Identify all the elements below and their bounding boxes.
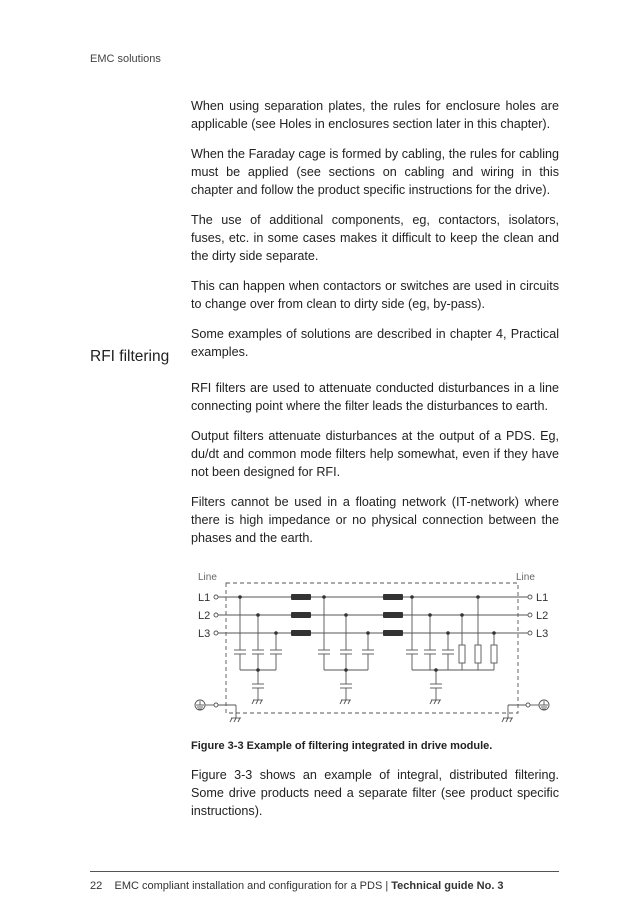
running-header: EMC solutions xyxy=(90,53,161,65)
phase-label-right: L2 xyxy=(536,610,549,622)
terminal-l3-right xyxy=(528,631,532,635)
choke-l2-a xyxy=(291,612,311,618)
filter-circuit-diagram xyxy=(180,566,560,728)
line-label-left: Line xyxy=(198,572,217,583)
document-title: EMC compliant installation and configuration for a PDS xyxy=(114,880,383,892)
terminal-l2-right xyxy=(528,613,532,617)
phase-label-left: L3 xyxy=(198,628,211,640)
line-label-right: Line xyxy=(516,572,535,583)
page-footer xyxy=(90,880,504,892)
choke-l1-b xyxy=(383,594,403,600)
guide-name: Technical guide No. 3 xyxy=(391,880,504,892)
phase-label-right: L1 xyxy=(536,592,549,604)
figure-caption: Figure 3-3 Example of filtering integrated in drive module. xyxy=(191,740,493,752)
paragraph: Filters cannot be used in a floating network (IT-network) where there is high impedance or no physical connection between the phases and the earth. xyxy=(191,495,559,545)
rfi-text-block xyxy=(191,379,559,559)
paragraph: RFI filters are used to attenuate conducted disturbances in a line connecting point where the filter leads the disturbances to earth. xyxy=(191,381,559,413)
phase-label-right: L3 xyxy=(536,628,549,640)
paragraph: Some examples of solutions are described in chapter 4, Practical examples. xyxy=(191,327,559,359)
page-number: 22 xyxy=(90,880,103,892)
paragraph: Output filters attenuate disturbances at the output of a PDS. Eg, du/dt and common mode filters help somewhat, even if they have not been designed for RFI. xyxy=(191,429,559,479)
paragraph: The use of additional components, eg, contactors, isolators, fuses, etc. in some cases makes it difficult to keep the clean and the dirty side separate. xyxy=(191,213,559,263)
paragraph: When the Faraday cage is formed by cabling, the rules for cabling must be applied (see sections on cabling and wiring in this chapter and follow the product specific instructions for the drive). xyxy=(191,147,559,197)
circuit-schematic xyxy=(180,566,560,728)
terminal-l1-left xyxy=(214,595,218,599)
section-heading: RFI filtering xyxy=(90,348,170,365)
choke-l2-b xyxy=(383,612,403,618)
choke-l1-a xyxy=(291,594,311,600)
footer-separator: | xyxy=(385,880,389,892)
terminal-l2-left xyxy=(214,613,218,617)
intro-text-block xyxy=(191,97,559,373)
drive-module-boundary xyxy=(226,583,518,713)
closing-text-block xyxy=(191,766,559,832)
choke-l3-a xyxy=(291,630,311,636)
paragraph: When using separation plates, the rules for enclosure holes are applicable (see Holes in enclosures section later in this chapter). xyxy=(191,99,559,131)
phase-label-left: L2 xyxy=(198,610,211,622)
paragraph: This can happen when contactors or switches are used in circuits to change over from clean to dirty side (eg, by-pass). xyxy=(191,279,559,311)
paragraph: Figure 3-3 shows an example of integral, distributed filtering. Some drive products need a separate filter (see product specific instructions). xyxy=(191,768,559,818)
terminal-l1-right xyxy=(528,595,532,599)
choke-l3-b xyxy=(383,630,403,636)
footer-divider xyxy=(90,871,559,872)
terminal-l3-left xyxy=(214,631,218,635)
phase-label-left: L1 xyxy=(198,592,211,604)
